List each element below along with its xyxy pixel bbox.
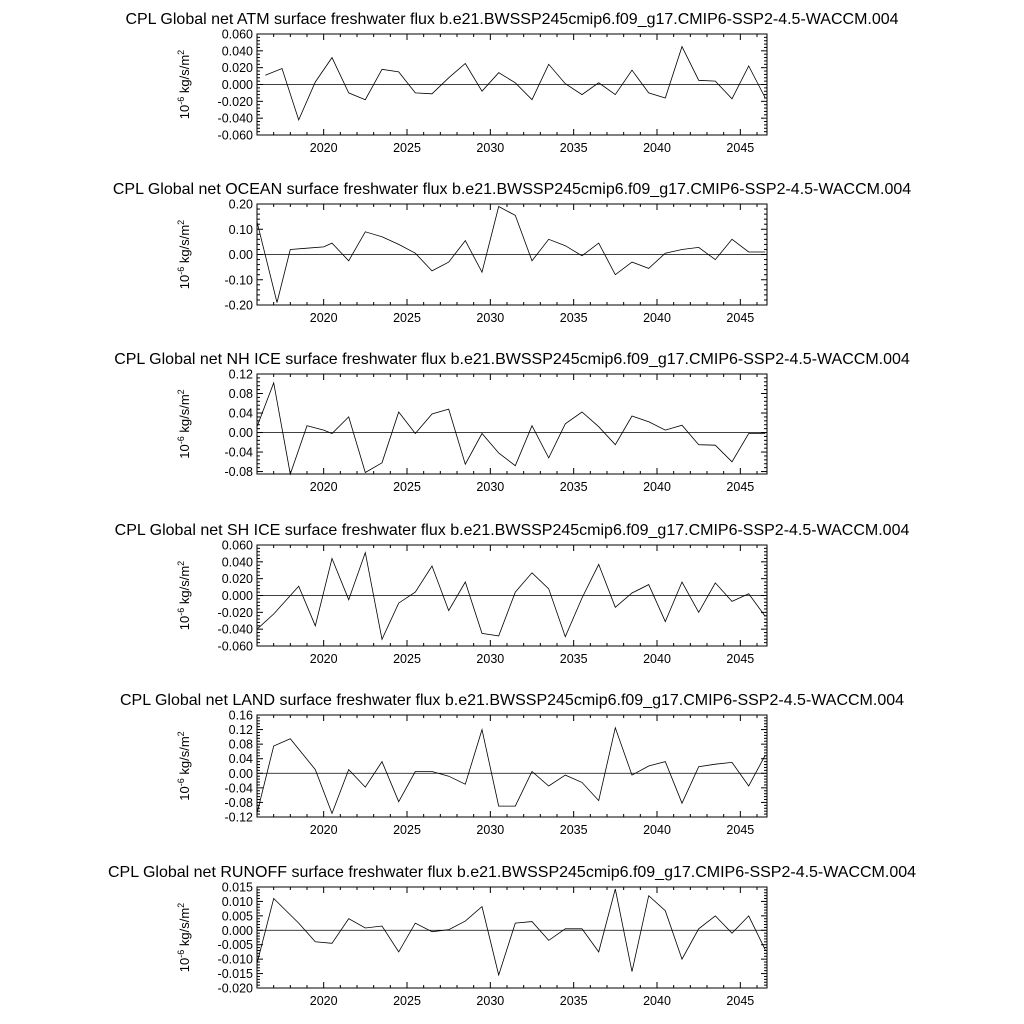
y-axis-label-part: -6 xyxy=(176,778,186,787)
y-tick-label: 0.060 xyxy=(221,538,253,553)
x-tick-label: 2040 xyxy=(643,823,671,837)
x-tick-label: 2025 xyxy=(393,994,421,1008)
y-axis-label xyxy=(176,50,192,119)
y-axis-label-part: kg/s/m xyxy=(177,565,192,608)
y-tick-label: -0.010 xyxy=(217,952,253,967)
y-tick-label: 0.060 xyxy=(221,27,253,42)
chart-title: CPL Global net ATM surface freshwater flux b.e21.BWSSP245cmip6.f09_g17.CMIP6-SSP2-4.5-WACCM.004 xyxy=(125,11,899,28)
y-tick-label: -0.005 xyxy=(217,938,253,953)
y-tick-label: -0.020 xyxy=(217,981,253,996)
x-tick-label: 2020 xyxy=(309,994,338,1008)
y-axis-label-part: 2 xyxy=(176,560,186,566)
y-axis-label-part: 10 xyxy=(177,104,192,120)
series-line xyxy=(257,728,765,814)
x-tick-label: 2035 xyxy=(559,311,588,325)
x-tick-label: 2045 xyxy=(726,141,755,155)
x-tick-label: 2025 xyxy=(393,652,421,666)
y-tick-label: 0.16 xyxy=(228,708,253,723)
x-tick-label: 2045 xyxy=(726,823,755,837)
y-tick-label: 0.000 xyxy=(221,923,253,938)
x-tick-label: 2035 xyxy=(559,141,588,155)
chart-title: CPL Global net LAND surface freshwater flux b.e21.BWSSP245cmip6.f09_g17.CMIP6-SSP2-4.5-WACCM.004 xyxy=(119,692,905,709)
x-tick-label: 2040 xyxy=(643,652,671,666)
y-tick-label: -0.10 xyxy=(224,273,253,288)
x-tick-label: 2030 xyxy=(476,994,505,1008)
x-tick-label: 2035 xyxy=(559,823,588,837)
y-tick-label: -0.015 xyxy=(217,967,253,982)
x-tick-label: 2025 xyxy=(393,823,421,837)
y-axis-label-part: 10 xyxy=(177,786,192,801)
series-line xyxy=(257,553,765,640)
x-tick-label: 2030 xyxy=(476,652,505,666)
x-tick-label: 2030 xyxy=(476,311,505,325)
x-tick-label: 2040 xyxy=(643,994,671,1008)
chart-panel-1 xyxy=(125,11,898,155)
y-axis-label-part: kg/s/m xyxy=(177,54,192,97)
y-axis-label-part: kg/s/m xyxy=(177,394,192,437)
y-axis-label-part: 10 xyxy=(177,957,192,973)
y-axis-label-part: kg/s/m xyxy=(177,224,192,267)
plot-frame xyxy=(257,887,767,988)
y-axis-label-part: -6 xyxy=(176,607,186,616)
chart-title: CPL Global net SH ICE surface freshwater flux b.e21.BWSSP245cmip6.f09_g17.CMIP6-SSP2-4.5-WACCM.004 xyxy=(114,522,910,539)
x-tick-label: 2040 xyxy=(643,141,671,155)
y-tick-label: 0.020 xyxy=(221,61,253,76)
y-tick-label: -0.12 xyxy=(224,810,253,825)
x-tick-label: 2020 xyxy=(309,480,338,494)
y-tick-label: 0.04 xyxy=(228,752,253,767)
y-tick-label: 0.015 xyxy=(221,880,253,895)
x-tick-label: 2025 xyxy=(393,141,421,155)
x-tick-label: 2020 xyxy=(309,311,338,325)
y-tick-label: 0.040 xyxy=(221,555,253,570)
y-axis-label xyxy=(176,389,192,458)
y-axis-label-part: -6 xyxy=(176,436,186,445)
chart-panel-3 xyxy=(114,351,910,494)
y-axis-label-part: 2 xyxy=(176,219,186,225)
y-axis-label-part: 10 xyxy=(177,615,192,631)
plot-frame xyxy=(257,374,767,474)
x-tick-label: 2020 xyxy=(309,652,338,666)
y-axis-label-part: 2 xyxy=(176,902,186,908)
y-tick-label: -0.040 xyxy=(217,111,253,126)
y-axis-label xyxy=(176,220,192,289)
y-axis-label-part: 10 xyxy=(177,274,192,290)
x-tick-label: 2035 xyxy=(559,480,588,494)
x-tick-label: 2045 xyxy=(726,994,755,1008)
y-tick-label: 0.10 xyxy=(228,222,253,237)
x-tick-label: 2030 xyxy=(476,823,505,837)
y-tick-label: 0.040 xyxy=(221,44,253,59)
y-tick-label: -0.020 xyxy=(217,605,253,620)
y-axis-label-part: kg/s/m xyxy=(177,907,192,950)
x-tick-label: 2035 xyxy=(559,994,588,1008)
x-tick-label: 2040 xyxy=(643,311,671,325)
y-axis-label-part: -6 xyxy=(176,266,186,275)
y-tick-label: 0.00 xyxy=(228,766,253,781)
chart-title: CPL Global net NH ICE surface freshwater flux b.e21.BWSSP245cmip6.f09_g17.CMIP6-SSP2-4.5-WACCM.004 xyxy=(114,351,910,368)
x-tick-label: 2035 xyxy=(559,652,588,666)
y-tick-label: 0.08 xyxy=(228,737,253,752)
y-tick-label: 0.20 xyxy=(228,197,253,212)
y-axis-label xyxy=(176,903,192,972)
x-tick-label: 2045 xyxy=(726,311,755,325)
y-tick-label: 0.08 xyxy=(228,387,253,402)
x-tick-label: 2040 xyxy=(643,480,671,494)
y-tick-label: 0.00 xyxy=(228,426,253,441)
y-tick-label: 0.000 xyxy=(221,78,253,92)
y-tick-label: 0.010 xyxy=(221,894,253,909)
chart-title: CPL Global net OCEAN surface freshwater flux b.e21.BWSSP245cmip6.f09_g17.CMIP6-SSP2-4.5-WACCM.004 xyxy=(112,181,912,198)
y-tick-label: 0.005 xyxy=(221,909,253,924)
y-tick-label: -0.08 xyxy=(224,795,253,810)
y-axis-label-part: 2 xyxy=(176,731,186,737)
chart-panel-6 xyxy=(108,864,916,1008)
x-tick-label: 2020 xyxy=(309,141,338,155)
x-tick-label: 2025 xyxy=(393,480,421,494)
y-axis-label xyxy=(176,731,192,800)
x-tick-label: 2045 xyxy=(726,480,755,494)
x-tick-label: 2025 xyxy=(393,311,421,325)
y-tick-label: 0.00 xyxy=(228,248,253,262)
y-tick-label: -0.04 xyxy=(224,781,253,796)
y-tick-label: 0.04 xyxy=(228,406,253,421)
y-tick-label: -0.04 xyxy=(224,445,253,460)
y-axis-label-part: 2 xyxy=(176,389,186,395)
y-tick-label: -0.20 xyxy=(224,298,253,313)
y-axis-label-part: -6 xyxy=(176,96,186,105)
y-tick-label: 0.020 xyxy=(221,572,253,587)
x-tick-label: 2030 xyxy=(476,141,505,155)
y-tick-label: 0.12 xyxy=(228,723,253,738)
plot-frame xyxy=(257,715,767,817)
series-line xyxy=(265,47,765,120)
chart-panel-2 xyxy=(113,181,911,325)
y-tick-label: -0.060 xyxy=(217,639,253,654)
y-axis-label xyxy=(176,561,192,630)
y-axis-label-part: 10 xyxy=(177,444,192,459)
y-axis-label-part: kg/s/m xyxy=(177,736,192,779)
chart-panel-4 xyxy=(115,522,910,666)
series-line xyxy=(257,889,765,975)
y-tick-label: -0.020 xyxy=(217,94,253,109)
y-tick-label: -0.08 xyxy=(224,465,253,480)
series-line xyxy=(257,383,765,474)
y-axis-label-part: -6 xyxy=(176,949,186,958)
y-axis-label-part: 2 xyxy=(176,49,186,55)
chart-title: CPL Global net RUNOFF surface freshwater flux b.e21.BWSSP245cmip6.f09_g17.CMIP6-SSP2-4.5-WACCM.004 xyxy=(107,864,917,881)
chart-panel-5 xyxy=(120,692,904,837)
x-tick-label: 2030 xyxy=(476,480,505,494)
y-tick-label: -0.040 xyxy=(217,622,253,637)
x-tick-label: 2020 xyxy=(309,823,338,837)
x-tick-label: 2045 xyxy=(726,652,755,666)
y-tick-label: -0.060 xyxy=(217,128,253,143)
y-tick-label: 0.12 xyxy=(228,367,253,382)
y-tick-label: 0.000 xyxy=(221,589,253,603)
